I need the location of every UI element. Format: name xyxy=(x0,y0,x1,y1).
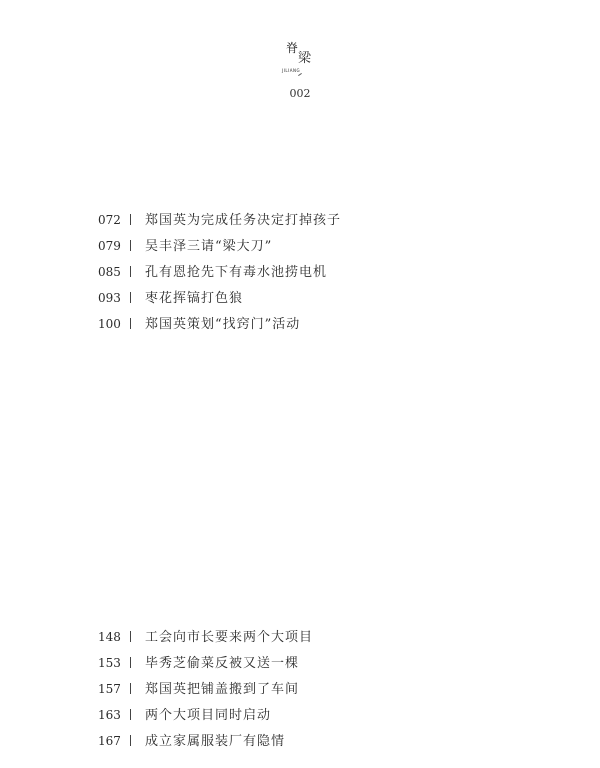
book-logo xyxy=(280,40,320,80)
toc-title: 孔有恩抢先下有毒水池捞电机 xyxy=(145,265,328,280)
toc-page-number: 085 xyxy=(98,265,121,279)
toc-page-number: 167 xyxy=(98,734,121,748)
running-header xyxy=(0,40,600,84)
toc-separator xyxy=(130,735,131,746)
toc-title: 郑国英为完成任务决定打掉孩子 xyxy=(145,213,342,228)
toc-entry xyxy=(98,211,341,229)
page-number: 002 xyxy=(289,87,311,100)
toc-separator xyxy=(130,683,131,694)
logo-pinyin: JILIANG xyxy=(282,68,301,73)
toc-page-number: 148 xyxy=(98,630,121,644)
toc-page-number: 163 xyxy=(98,708,121,722)
toc-separator xyxy=(130,709,131,720)
toc-entry xyxy=(98,289,243,307)
toc-entry xyxy=(98,263,327,281)
toc-entry xyxy=(98,706,271,724)
toc-separator xyxy=(130,318,131,329)
toc-separator xyxy=(130,266,131,277)
logo-char-2: 梁 xyxy=(298,51,312,66)
toc-separator xyxy=(130,292,131,303)
logo-char-1: 脊 xyxy=(286,41,299,55)
toc-title: 吴丰泽三请“梁大刀” xyxy=(145,239,273,254)
toc-entry xyxy=(98,654,299,672)
logo-slash-mark xyxy=(298,73,302,76)
toc-page-number: 079 xyxy=(98,239,121,253)
toc-entry xyxy=(98,237,272,255)
toc-entry xyxy=(98,628,313,646)
toc-page-number: 072 xyxy=(98,213,121,227)
toc-page-number: 157 xyxy=(98,682,121,696)
toc-page-number: 100 xyxy=(98,317,121,331)
toc-title: 毕秀芝偷菜反被又送一棵 xyxy=(145,656,300,671)
toc-entry xyxy=(98,680,299,698)
toc-entry xyxy=(98,732,285,750)
toc-separator xyxy=(130,657,131,668)
toc-separator xyxy=(130,240,131,251)
toc-title: 枣花挥镐打色狼 xyxy=(145,291,244,306)
toc-title: 两个大项目同时启动 xyxy=(145,708,272,723)
toc-title: 郑国英把铺盖搬到了车间 xyxy=(145,682,300,697)
toc-title: 工会向市长要来两个大项目 xyxy=(145,630,314,645)
toc-separator xyxy=(130,214,131,225)
toc-entry xyxy=(98,315,300,333)
toc-title: 成立家属服装厂有隐情 xyxy=(145,734,286,749)
toc-page-number: 093 xyxy=(98,291,121,305)
toc-separator xyxy=(130,631,131,642)
toc-page-number: 153 xyxy=(98,656,121,670)
toc-title: 郑国英策划“找窍门”活动 xyxy=(145,317,301,332)
